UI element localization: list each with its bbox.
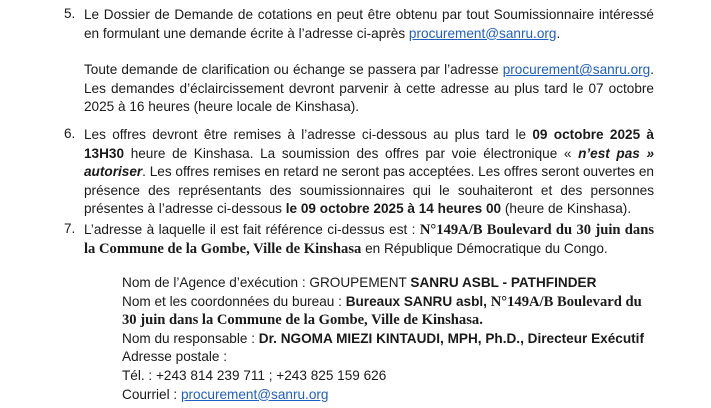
contact-block [122,274,662,404]
item-body [84,126,654,219]
postal-row [122,348,662,367]
office-row [122,293,662,312]
text: Le Dossier de Demande de cotations en peut être obtenu par tout Soumissionnaire intéressé en formulant une demande écrite à l’adresse ci-après [84,7,654,41]
list-item-5 [64,6,654,117]
email-link[interactable]: procurement@sanru.org [502,62,651,78]
label: Adresse postale : [122,349,228,365]
item-body [84,6,654,117]
label: Nom et les coordonnées du bureau : [122,293,342,309]
address-text: N°149A/B Boulevard du 30 juin dans la Commune de la Gombe, Ville de Kinshasa [84,222,654,257]
label: Nom de l’Agence d’exécution : GROUPEMENT [122,275,407,290]
paragraph [84,126,654,219]
tel-row [122,367,662,386]
manager-row [122,330,662,349]
text: . Les offres remises en retard ne seront pas acceptées. Les offres seront ouvertes en présence des représentants des soumissionnaires qui le souhaiteront et des personnes présentes à l’adresse ci-dessous [84,164,654,217]
item-number: 7. [64,221,76,236]
office-value: Bureaux SANRU asbl, [345,293,487,309]
opening-date-text: le 09 octobre 2025 à 14 heures 00 [285,201,502,217]
label: Nom du responsable : [122,330,255,346]
label: Courriel : [122,386,178,402]
agency-value: SANRU ASBL - PATHFINDER [410,275,597,290]
emphasis-text: n’est pas » autoriser [84,145,655,180]
text: Toute demande de clarification ou échange se passera par l’adresse [84,62,499,78]
text: Les offres devront être remises à l’adresse ci-dessous au plus tard le [84,127,527,142]
item-number: 5. [64,6,76,21]
text: (heure de Kinshasa). [504,201,632,217]
deadline-text: 09 octobre 2025 à 13H30 [84,127,654,161]
text: . Les demandes d’éclaircissement devront parvenir à cette adresse au plus tard le 07 octobre 2025 à 16 heures (heure locale de Kinshasa). [84,62,655,115]
office-row-cont [122,311,662,330]
phone-text: Tél. : +243 814 239 711 ; +243 825 159 626 [122,367,387,383]
paragraph [84,61,654,117]
text: heure de Kinshasa. La soumission des offres par voie électronique « [130,145,572,161]
office-address-cont: 30 juin dans la Commune de la Gombe, Ville de Kinshasa. [122,312,483,329]
office-address: N°149A/B Boulevard du [490,293,642,310]
mail-row [122,386,662,405]
email-link[interactable]: procurement@sanru.org [408,25,557,41]
agency-row [122,274,662,293]
email-link[interactable]: procurement@sanru.org [180,386,329,402]
item-number: 6. [64,126,76,141]
list-item-7 [64,221,654,258]
manager-value: Dr. NGOMA MIEZI KINTAUDI, MPH, Ph.D., Directeur Exécutif [258,330,644,346]
item-body [84,221,654,258]
text: . [556,25,561,41]
text: en République Démocratique du Congo. [365,240,608,256]
paragraph [84,6,654,43]
text: L’adresse à laquelle il est fait référence ci-dessus est : [84,222,416,237]
list-item-6 [64,126,654,219]
paragraph [84,221,654,258]
